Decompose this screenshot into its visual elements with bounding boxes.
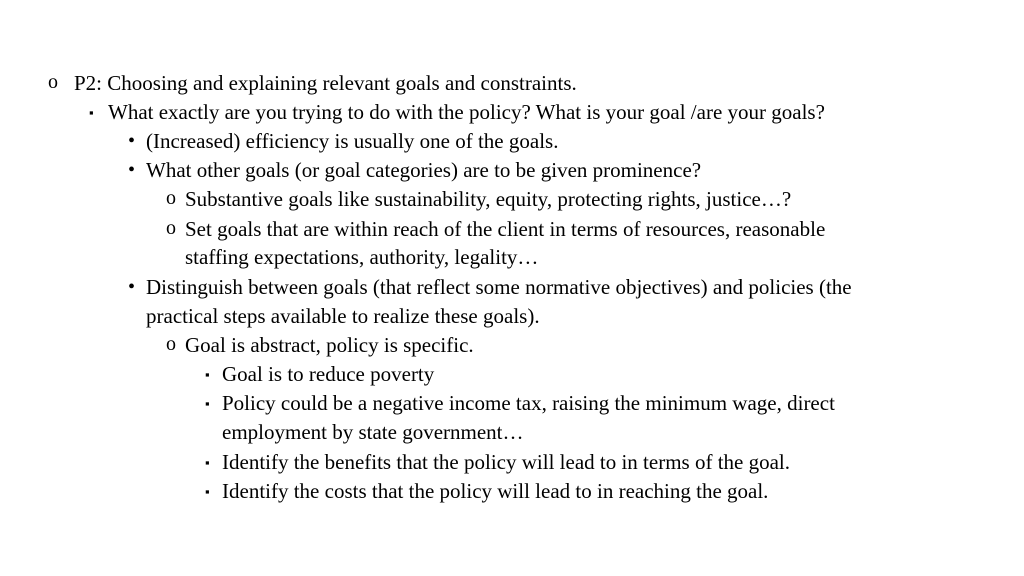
circle-bullet-icon: o: [48, 71, 58, 93]
circle-bullet-icon: o: [166, 217, 176, 239]
bullet-text-what-exactly: What exactly are you trying to do with the policy? What is your goal /are your goals?: [108, 100, 825, 124]
bullet-text-distinguish-line2: practical steps available to realize these goals).: [146, 304, 540, 328]
bullet-text-goal-abstract: Goal is abstract, policy is specific.: [185, 333, 474, 357]
square-bullet-icon: ▪: [205, 455, 210, 470]
square-bullet-icon: ▪: [89, 105, 94, 120]
dot-bullet-icon: •: [128, 276, 136, 298]
bullet-text-distinguish-line1: Distinguish between goals (that reflect some normative objectives) and policies (the: [146, 275, 852, 299]
circle-bullet-icon: o: [166, 333, 176, 355]
bullet-text-other-goals: What other goals (or goal categories) are to be given prominence?: [146, 158, 702, 182]
circle-bullet-icon: o: [166, 187, 176, 209]
square-bullet-icon: ▪: [205, 484, 210, 499]
bullet-text-p2: P2: Choosing and explaining relevant goals and constraints.: [74, 71, 577, 95]
bullet-text-set-goals-line1: Set goals that are within reach of the client in terms of resources, reasonable: [185, 217, 826, 241]
bullet-text-policy-could-line1: Policy could be a negative income tax, raising the minimum wage, direct: [222, 391, 835, 415]
bullet-text-benefits: Identify the benefits that the policy will lead to in terms of the goal.: [222, 450, 791, 474]
bullet-text-efficiency: (Increased) efficiency is usually one of the goals.: [146, 129, 559, 153]
dot-bullet-icon: •: [128, 130, 136, 152]
bullet-text-policy-could-line2: employment by state government…: [222, 420, 524, 444]
bullet-text-costs: Identify the costs that the policy will lead to in reaching the goal.: [222, 479, 769, 503]
dot-bullet-icon: •: [128, 159, 136, 181]
bullet-text-substantive-goals: Substantive goals like sustainability, equity, protecting rights, justice…?: [185, 187, 792, 211]
square-bullet-icon: ▪: [205, 367, 210, 382]
bullet-text-set-goals-line2: staffing expectations, authority, legality…: [185, 245, 539, 269]
bullet-text-reduce-poverty: Goal is to reduce poverty: [222, 362, 435, 386]
square-bullet-icon: ▪: [205, 396, 210, 411]
